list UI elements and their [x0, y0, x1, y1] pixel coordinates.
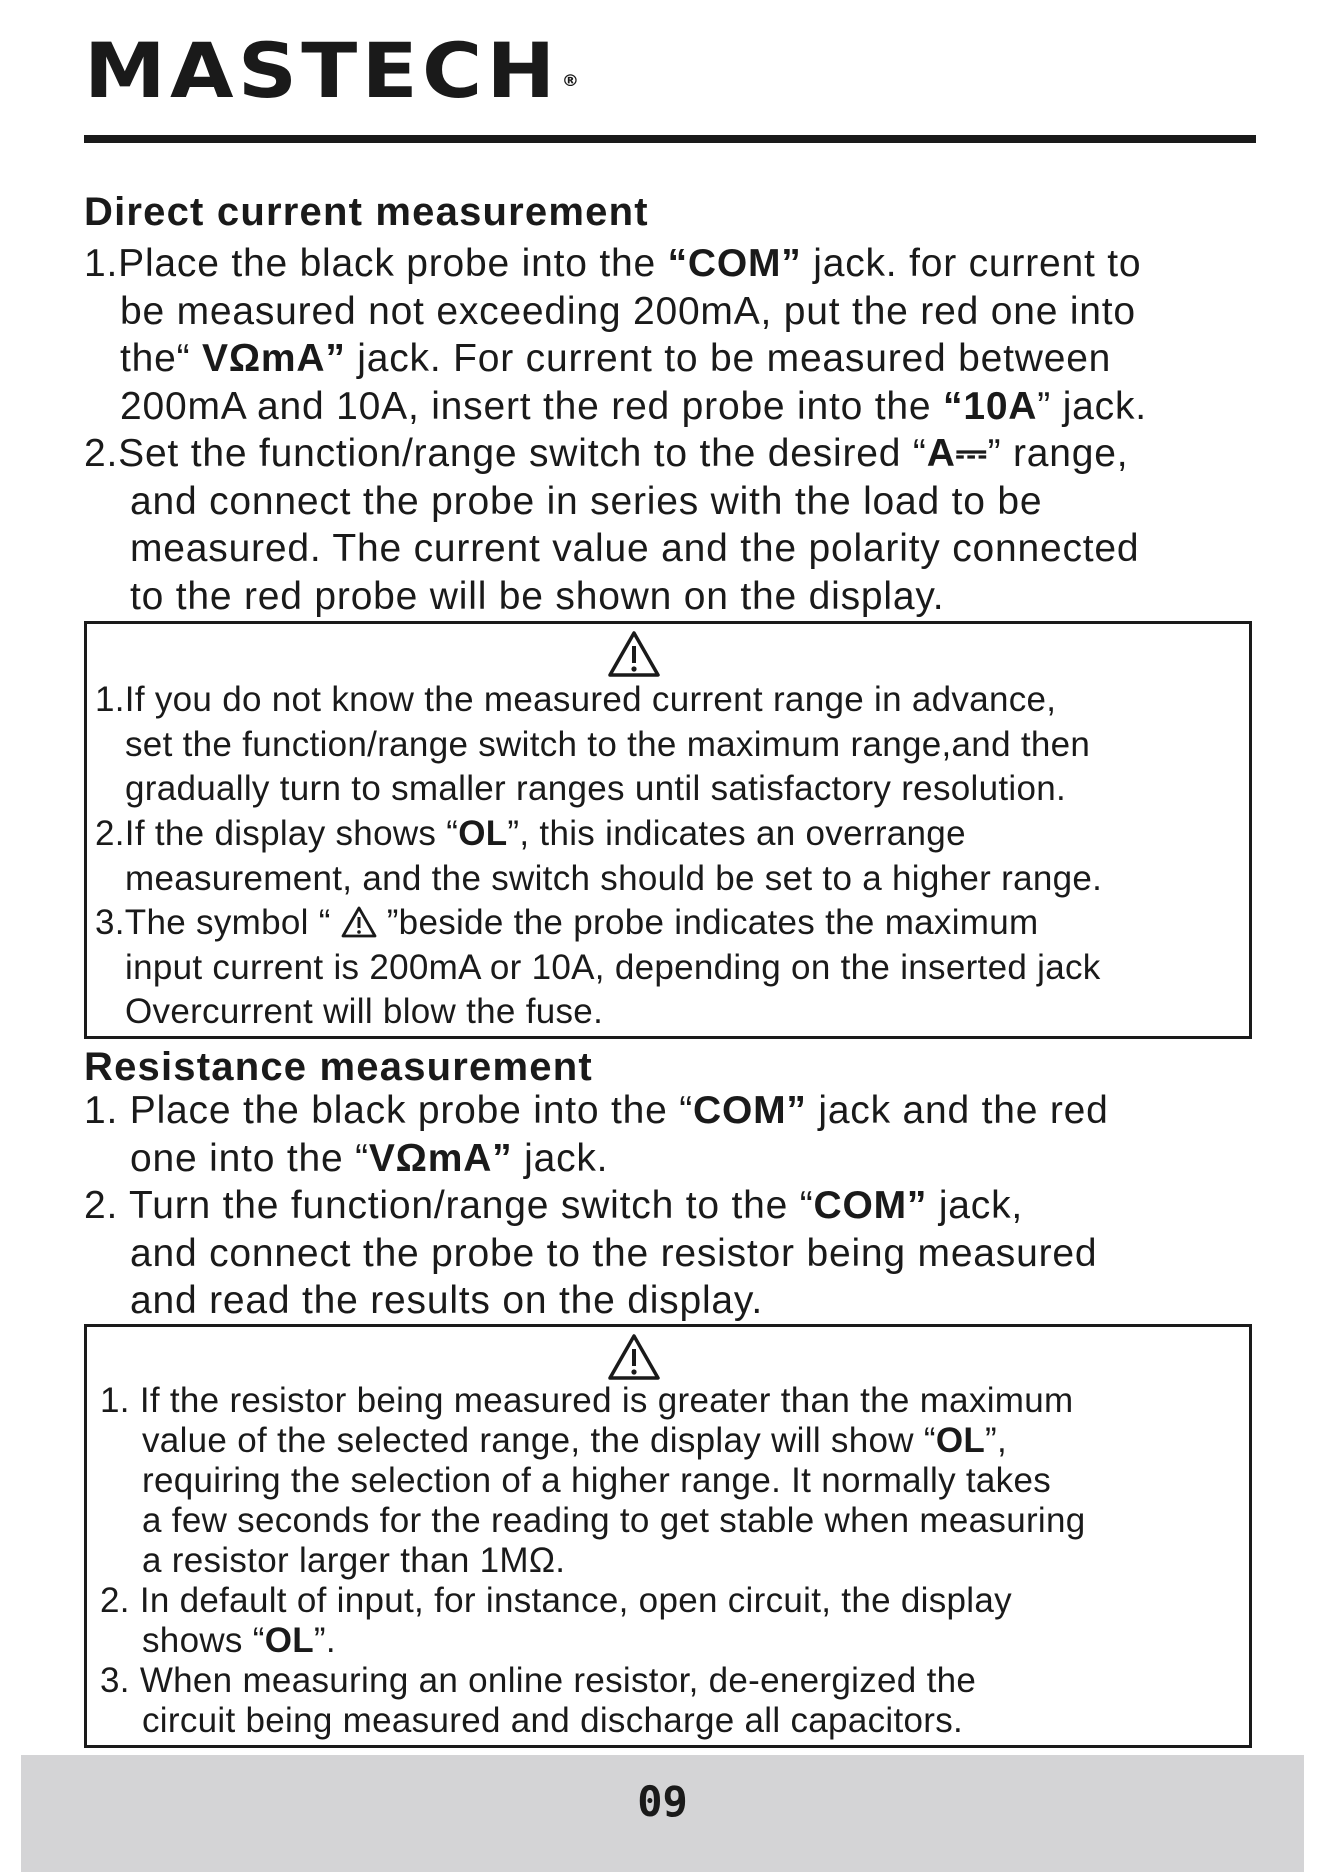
page-number: 09 — [637, 1777, 688, 1826]
dc-step-1: 1.Place the black probe into the “COM” jack. for current to be measured not exceeding 200mA, put the red one into the“ VΩmA” jack. For current to be measured between 200mA and 10A, insert the red probe into the “10A” jack. — [84, 242, 1147, 428]
inline-warning-icon — [341, 906, 377, 938]
res-warning-note-3: 3. When measuring an online resistor, de-energized the circuit being measured and discharge all capacitors. — [100, 1661, 977, 1740]
res-warning-note-1: 1. If the resistor being measured is greater than the maximum value of the selected range, the display will show “OL”, requiring the selection of a higher range. It normally takes a few seconds for the reading to get stable when measuring a resistor larger than 1MΩ. — [100, 1381, 1086, 1580]
res-step-1: 1. Place the black probe into the “COM” jack and the red one into the “VΩmA” jack. — [84, 1089, 1109, 1180]
dc-warning-box — [84, 621, 1252, 1039]
res-warning-box — [84, 1324, 1252, 1748]
dc-warning-note-2: 2.If the display shows “OL”, this indicates an overrange measurement, and the switch should be set to a higher range. — [95, 814, 1103, 898]
page-footer — [21, 1755, 1304, 1872]
res-step-2: 2. Turn the function/range switch to the “COM” jack, and connect the probe to the resistor being measured and read the results on the display. — [84, 1184, 1098, 1322]
dc-warning-note-3: 3.The symbol “ ”beside the probe indicates the maximum input current is 200mA or 10A, depending on the inserted jack Overcurrent will blow the fuse. — [95, 903, 1101, 1031]
dc-warning-note-1: 1.If you do not know the measured current range in advance, set the function/range switch to the maximum range,and then gradually turn to smaller ranges until satisfactory resolution. — [95, 680, 1091, 808]
warning-icon — [607, 1333, 661, 1381]
section-title-direct-current: Direct current measurement — [84, 190, 649, 234]
header-rule — [84, 135, 1256, 143]
brand-logo — [84, 26, 579, 115]
res-warning-note-2: 2. In default of input, for instance, open circuit, the display shows “OL”. — [100, 1581, 1012, 1660]
warning-icon — [607, 630, 661, 678]
brand-name: MASTECH — [84, 26, 560, 115]
dc-current-symbol: A⎓ — [926, 432, 988, 475]
dc-step-2: 2.Set the function/range switch to the desired “A⎓” range, and connect the probe in series with the load to be measured. The current value and the polarity connected to the red probe will be shown on the display. — [84, 432, 1140, 618]
section-title-resistance: Resistance measurement — [84, 1045, 593, 1089]
registered-mark: ® — [561, 71, 579, 90]
